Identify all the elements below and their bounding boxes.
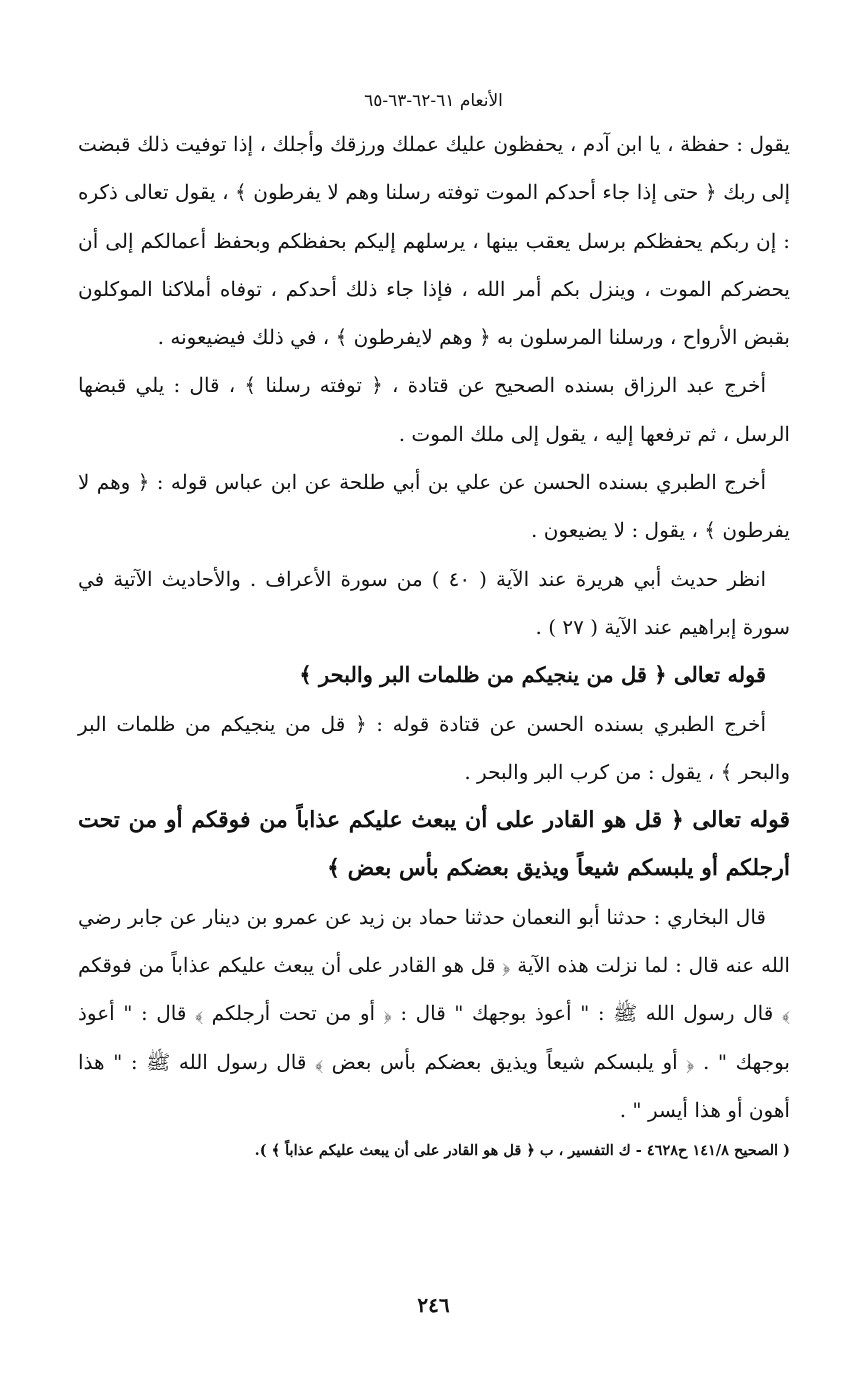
paragraph-hafaza: يقول : حفظة ، يا ابن آدم ، يحفظون عليك عملك ورزقك وأجلك ، إذا توفيت ذلك قبضت إلى ربك ﴿ حتى إذا جاء أحدكم الموت توفته رسلنا وهم لا يفرطون ﴾ ، يقول تعالى ذكره : إن ربكم يحفظكم برسل يعقب بينها ، يرسلهم إليكم بحفظكم وبحفظ أعمالكم إلى أن يحضركم الموت ، وينزل بكم أمر الله ، فإذا جاء ذلك أحدكم ، توفاه أملاكنا الموكلون بقبض الأرواح ، ورسلنا المرسلون به ﴿ وهم لايفرطون ﴾ ، في ذلك فيضيعونه . <box>78 132 790 350</box>
running-header: الأنعام ٦١-٦٢-٦٣-٦٥ <box>364 91 503 111</box>
section-heading-punishment: قوله تعالى ﴿ قل هو القادر على أن يبعث عليكم عذاباً من فوقكم أو من تحت أرجلكم أو يلبسكم شيعاً ويذيق بعضكم بأس بعض ﴾ <box>78 807 790 882</box>
paragraph-tabari-ibnabbas: أخرج الطبري بسنده الحسن عن علي بن أبي طلحة عن ابن عباس قوله : ﴿ وهم لا يفرطون ﴾ ، يقول : لا يضيعون . <box>78 470 790 543</box>
page-body <box>78 120 790 1168</box>
section-heading-darkness: قوله تعالى ﴿ قل من ينجيكم من ظلمات البر والبحر ﴾ <box>299 662 766 688</box>
citation-reference: ( الصحيح ١٤١/٨ ح٤٦٢٨ - ك التفسير ، ب ﴿ قل هو القادر على أن يبعث عليكم عذاباً ﴾ ). <box>254 1142 790 1160</box>
paragraph-abdulrazzaq: أخرج عبد الرزاق بسنده الصحيح عن قتادة ، ﴿ توفته رسلنا ﴾ ، قال : يلي قبضها الرسل ، ثم ترفعها إليه ، يقول إلى ملك الموت . <box>78 373 790 446</box>
paragraph-abu-hurayra-ref: انظر حديث أبي هريرة عند الآية ( ٤٠ ) من سورة الأعراف . والأحاديث الآتية في سورة إبراهيم عند الآية ( ٢٧ ) . <box>78 566 790 639</box>
paragraph-tabari-qatada: أخرج الطبري بسنده الحسن عن قتادة قوله : ﴿ قل من ينجيكم من ظلمات البر والبحر ﴾ ، يقول : من كرب البر والبحر . <box>78 711 790 784</box>
page-number: ٢٤٦ <box>417 1293 450 1317</box>
paragraph-bukhari-hadith: قال البخاري : حدثنا أبو النعمان حدثنا حماد بن زيد عن عمرو بن دينار عن جابر رضي الله عنه قال : لما نزلت هذه الآية ﴿ قل هو القادر على أن يبعث عليكم عذاباً من فوقكم ﴾ قال رسول الله ﷺ : " أعوذ بوجهك " قال : ﴿ أو من تحت أرجلكم ﴾ قال : " أعوذ بوجهك " . ﴿ أو يلبسكم شيعاً ويذيق بعضكم بأس بعض ﴾ قال رسول الله ﷺ : " هذا أهون أو هذا أيسر " . <box>78 904 790 1122</box>
